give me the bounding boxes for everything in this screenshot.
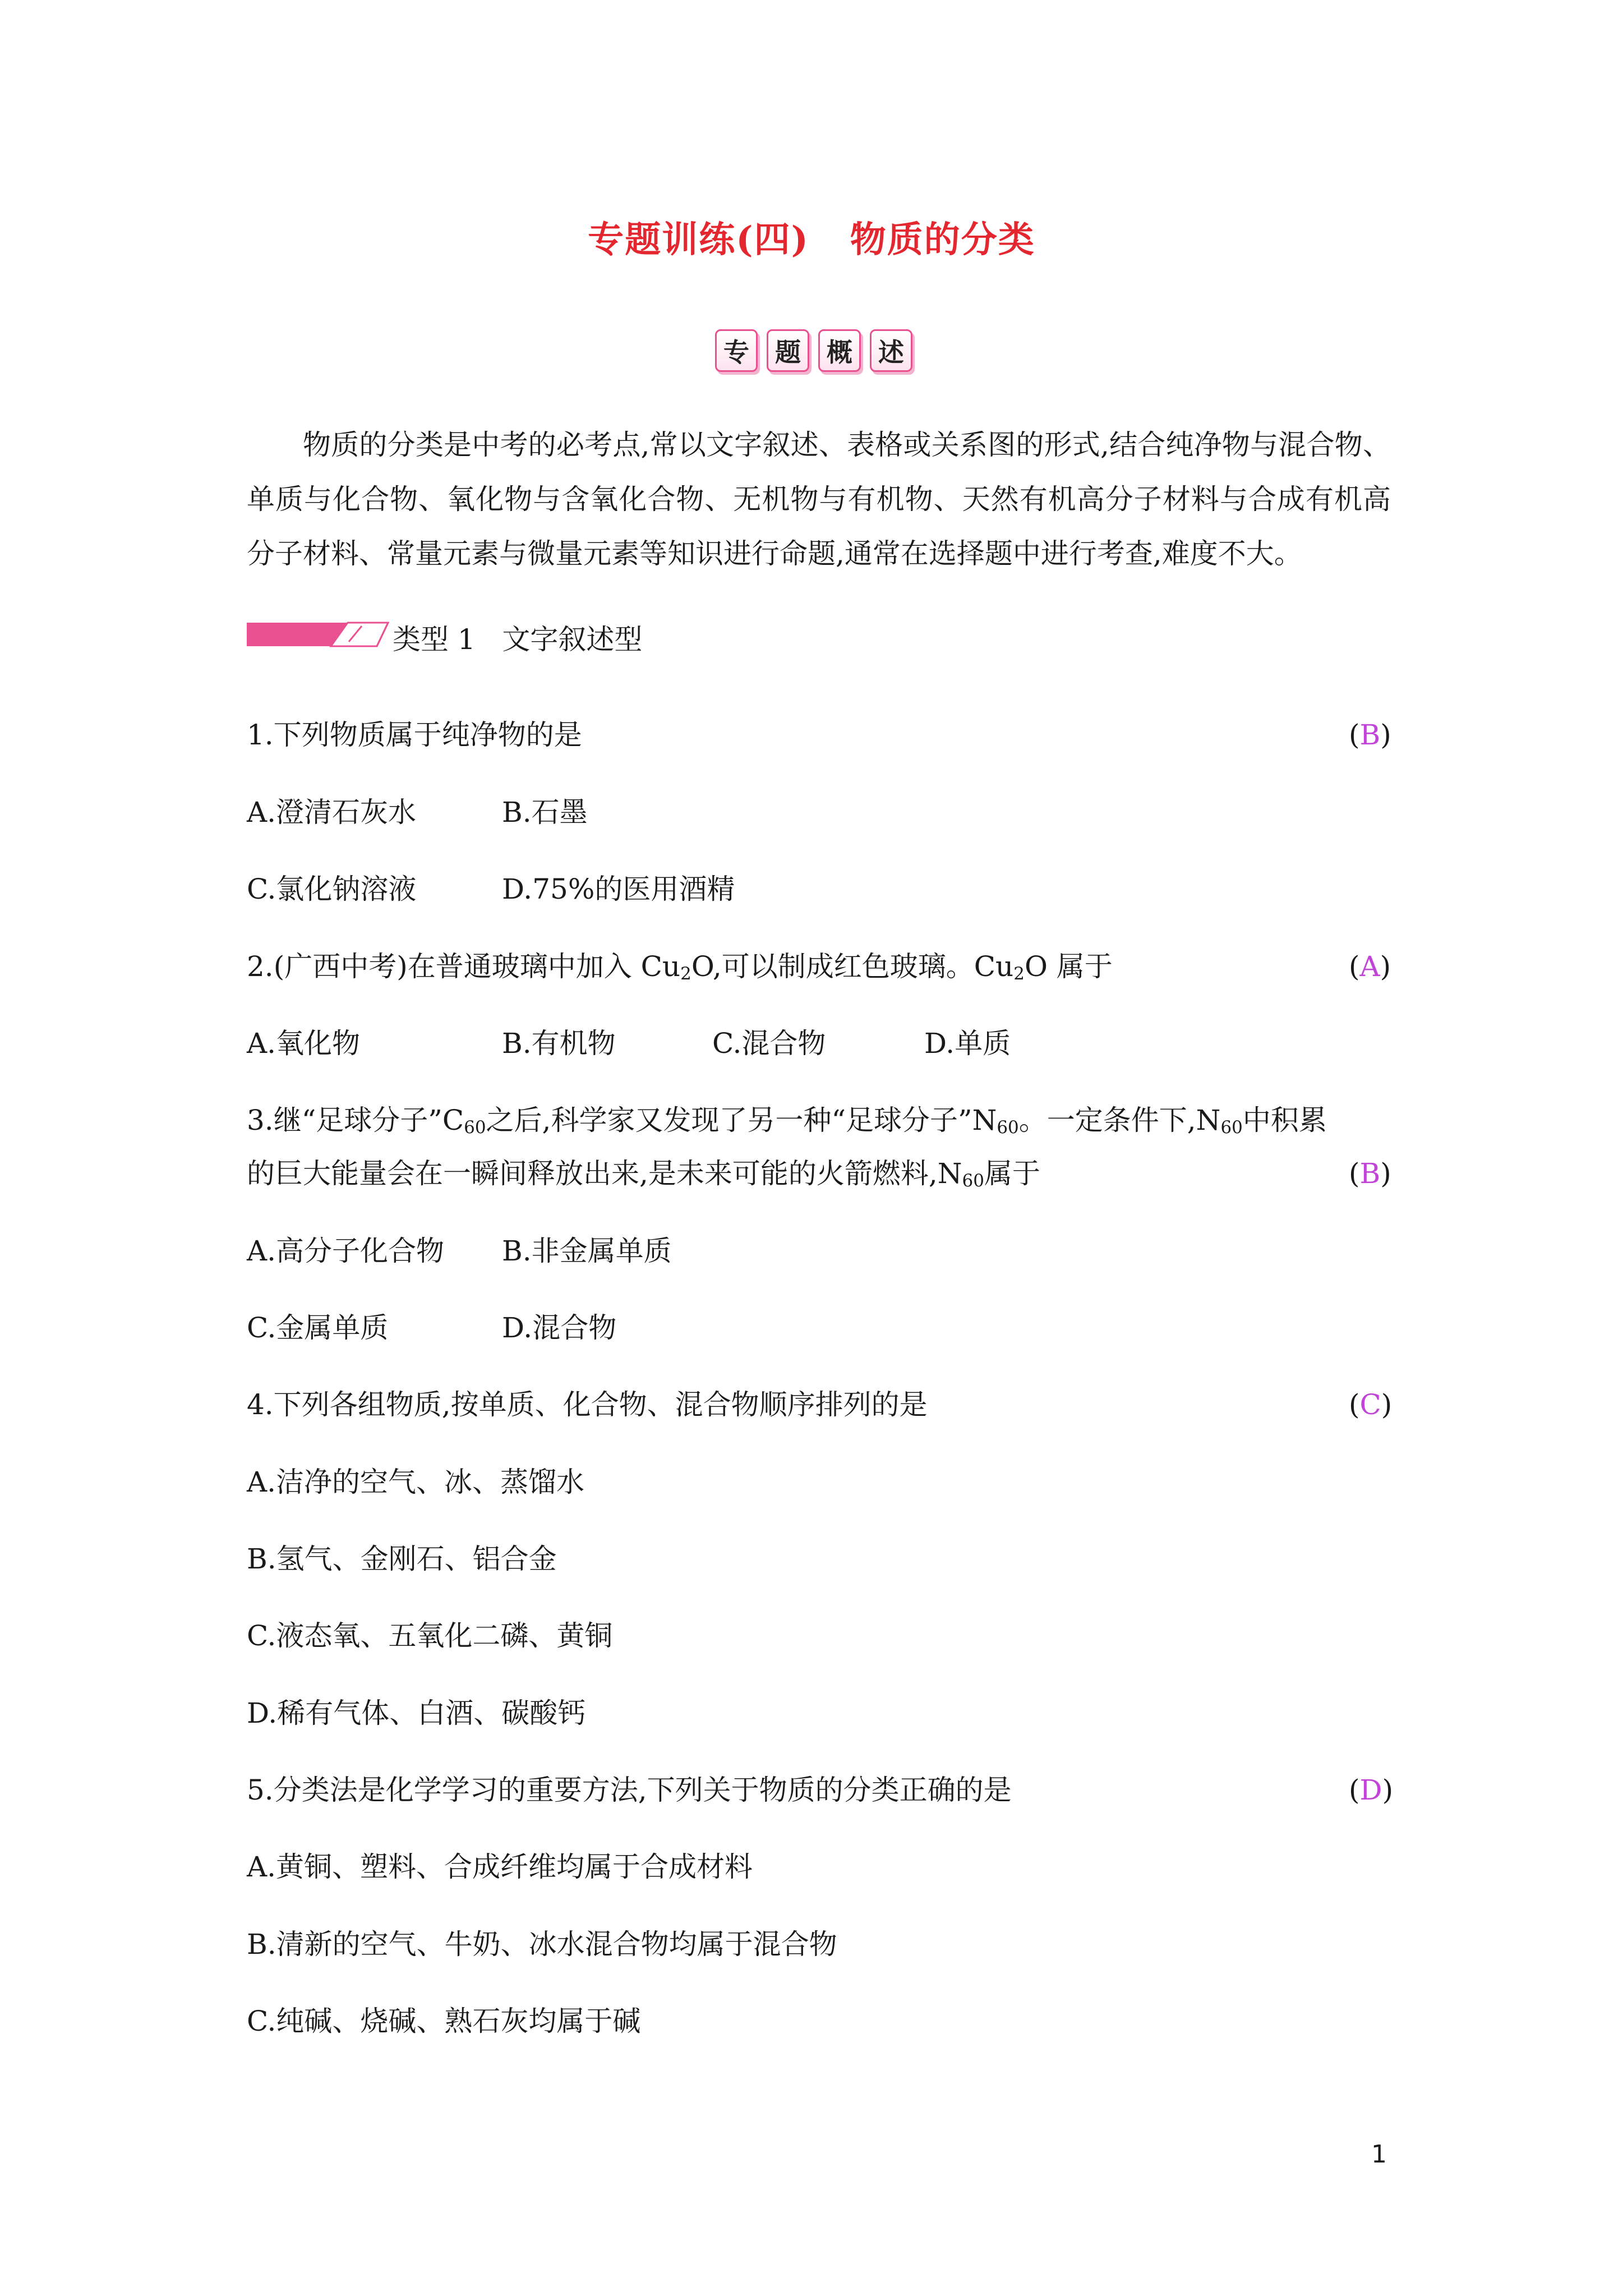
option-b: B.有机物 [502,1027,616,1060]
question-3-options-2 [247,1311,1391,1345]
option-c: C.液态氧、五氧化二磷、黄铜 [247,1619,613,1652]
option-d: D.单质 [924,1027,1011,1060]
subscript: 60 [464,1117,486,1138]
question-5-stem: 5.分类法是化学学习的重要方法,下列关于物质的分类正确的是 [247,1774,1012,1806]
option-b: B.石墨 [502,796,588,829]
subscript: 2 [1013,964,1025,984]
answer-1: (B) [1349,719,1391,751]
subscript: 60 [962,1171,984,1191]
section-marker-icon [247,618,393,651]
option-d: D.混合物 [502,1312,617,1344]
stem-text: 之后,科学家又发现了另一种“足球分子”N [486,1104,997,1137]
subscript: 2 [680,964,691,984]
overview-tag: 专 [715,329,758,372]
option-b: B.非金属单质 [502,1235,672,1267]
option-a: A.高分子化合物 [247,1235,445,1267]
answer-5: (D) [1349,1774,1394,1806]
option-a: A.洁净的空气、冰、蒸馏水 [247,1466,585,1498]
answer-letter: C [1359,1388,1381,1421]
question-1-options [247,795,1391,829]
question-3-stem-line-1 [247,1103,1327,1144]
option-a: A.黄铜、塑料、合成纤维均属于合成材料 [247,1851,753,1883]
answer-4: (C) [1349,1388,1393,1421]
stem-text: 的巨大能量会在一瞬间释放出来,是未来可能的火箭燃料,N [247,1157,962,1190]
page-title: 专题训练(四) 物质的分类 [588,219,1035,261]
question-2-options [247,1027,1391,1060]
answer-letter: A [1359,950,1380,983]
answer-3: (B) [1349,1157,1391,1190]
stem-text: 。一定条件下,N [1018,1104,1221,1137]
answer-letter: B [1359,719,1381,751]
overview-tag: 概 [818,329,861,372]
question-2-stem [247,950,1113,991]
stem-text: O 属于 [1024,950,1113,983]
option-d: D.75%的医用酒精 [502,873,735,905]
section-label: 类型 1 文字叙述型 [393,623,643,656]
stem-text: O,可以制成红色玻璃。Cu [691,950,1014,983]
stem-text: 3.继“足球分子”C [247,1104,464,1137]
stem-text: 属于 [984,1157,1040,1190]
page-number: 1 [1371,2140,1387,2169]
subscript: 60 [997,1117,1019,1138]
question-3-options [247,1234,1391,1268]
question-3-stem-line-2 [247,1157,1040,1198]
option-a: A.氧化物 [247,1027,361,1060]
overview-tag: 题 [767,329,809,372]
answer-letter: D [1359,1774,1382,1806]
question-1-stem: 1.下列物质属于纯净物的是 [247,719,582,751]
option-c: C.金属单质 [247,1312,389,1344]
option-d: D.稀有气体、白酒、碳酸钙 [247,1697,586,1729]
subscript: 60 [1220,1117,1243,1138]
answer-2: (A) [1349,950,1391,983]
intro-paragraph: 物质的分类是中考的必考点,常以文字叙述、表格或关系图的形式,结合纯净物与混合物、单质与化合物、氧化物与含氧化合物、无机物与有机物、天然有机高分子材料与合成有机高分子材料、常量元素与微量元素等知识进行命题,通常在选择题中进行考查,难度不大。 [247,429,1391,570]
overview-tag: 述 [870,329,912,372]
option-a: A.澄清石灰水 [247,796,417,829]
overview-banner [715,329,912,374]
question-1-options-2 [247,872,1391,906]
answer-letter: B [1359,1157,1381,1190]
stem-text: 中积累 [1242,1104,1327,1137]
option-b: B.氢气、金刚石、铝合金 [247,1543,557,1575]
question-4-stem: 4.下列各组物质,按单质、化合物、混合物顺序排列的是 [247,1388,928,1421]
option-c: C.混合物 [712,1027,826,1060]
stem-text: 2.(广西中考)在普通玻璃中加入 Cu [247,950,681,983]
option-b: B.清新的空气、牛奶、冰水混合物均属于混合物 [247,1928,837,1961]
option-c: C.纯碱、烧碱、熟石灰均属于碱 [247,2005,641,2037]
option-c: C.氯化钠溶液 [247,873,417,905]
